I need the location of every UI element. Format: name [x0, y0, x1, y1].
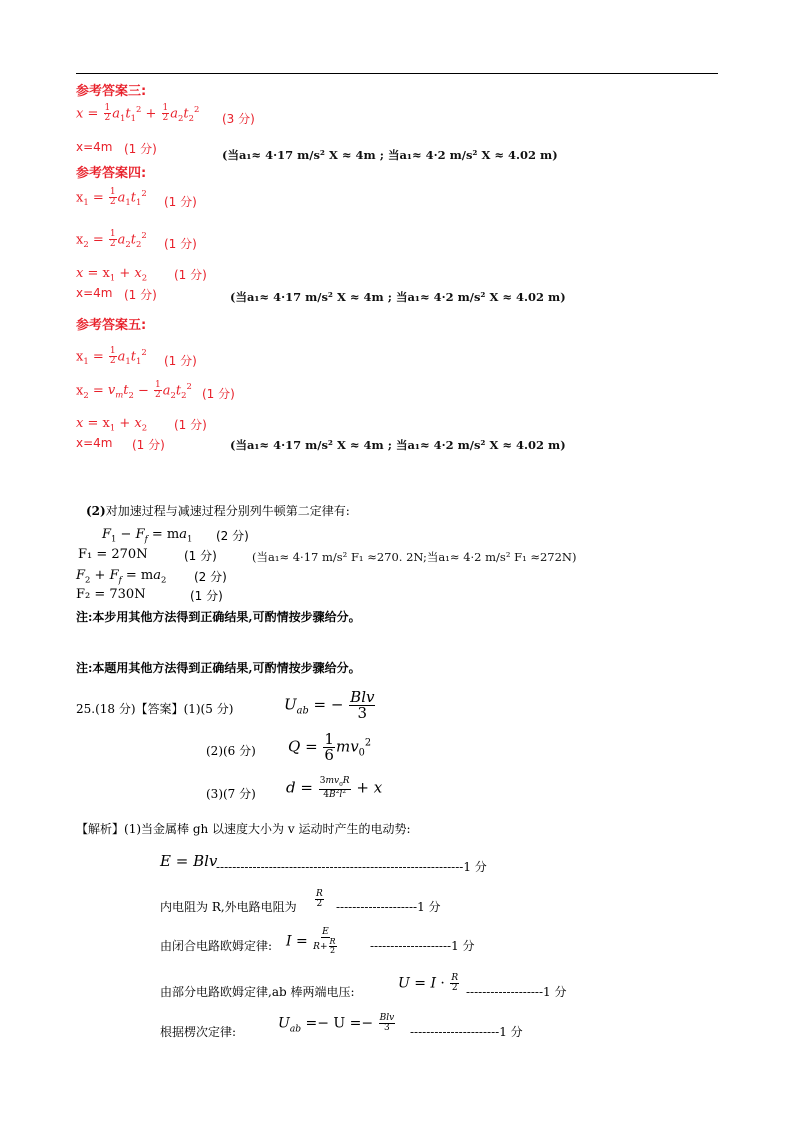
answer3-formula: x = $\frac{1}{2}$ $a_1t_1^2$ + $\frac{1}{2}$ $a_2t_2^2$ — [76, 103, 200, 124]
analysis-emf-formula: E = Blv — [160, 852, 218, 870]
answer4-x1-formula: $x_1$ = $\frac{1}{2}$ $a_1t_1^2$ — [76, 187, 147, 208]
answer5-x-points: (1 分) — [132, 438, 165, 452]
answer4-title: 参考答案四: — [76, 166, 147, 181]
part2-eq3-points: (2 分) — [194, 570, 227, 584]
part2-eq2-points: (1 分) — [184, 549, 217, 563]
part2-eq1: $F_1 - F_f = ma_1$ — [102, 527, 193, 544]
answer3-points: (3 分) — [222, 112, 255, 126]
q25-answer-tag: 【答案】 — [135, 702, 184, 716]
answer5-sum-points: (1 分) — [174, 418, 207, 432]
analysis-line4-text: 由部分电路欧姆定律,ab 棒两端电压: — [160, 985, 355, 999]
analysis-tag: 【解析】 — [76, 822, 125, 836]
part2-eq4-points: (1 分) — [190, 589, 223, 603]
analysis-line5-formula: $U_{ab} =- U$ =− $\frac{\text{Blv}}{3}$ — [278, 1013, 395, 1035]
answer3-title: 参考答案三: — [76, 84, 147, 99]
q25-part3-formula: d = $\frac{3mv_0R}{4B^2l^2}$ + x — [286, 776, 383, 800]
analysis-line4-formula: U = I · $\frac{R}{2}$ — [398, 973, 459, 993]
answer5-sum-formula: $x = x_1 + x_2$ — [76, 416, 148, 433]
part2-number: (2) — [86, 504, 106, 518]
q25-header — [76, 700, 233, 717]
answer5-x1-formula: $x_1$ = $\frac{1}{2}$ $a_1t_1^2$ — [76, 346, 147, 367]
analysis-intro-text: (1)当金属棒 gh 以速度大小为 v 运动时产生的电动势: — [124, 822, 411, 836]
part2-intro-text: 对加速过程与减速过程分别列牛顿第二定律有: — [105, 504, 350, 518]
answer5-x1-points: (1 分) — [164, 354, 197, 368]
answer3-x-points: (1 分) — [124, 142, 157, 156]
part2-note2: 注:本题用其他方法得到正确结果,可酌情按步骤给分。 — [76, 661, 361, 675]
answer5-x-value: x=4m — [76, 436, 113, 450]
answer4-x2-formula: $x_2$ = $\frac{1}{2}$ $a_2t_2^2$ — [76, 229, 147, 250]
q25-part3-label: (3)(7 分) — [206, 787, 256, 801]
answer4-note: (当a₁≈ 4·17 m/s² X ≈ 4m ; 当a₁≈ 4·2 m/s² X ≈ 4.02 m) — [230, 290, 566, 304]
analysis-line2-score: --------------------1 分 — [336, 900, 441, 914]
answer4-x1-points: (1 分) — [164, 195, 197, 209]
answer4-x-value: x=4m — [76, 286, 113, 300]
answer5-note: (当a₁≈ 4·17 m/s² X ≈ 4m ; 当a₁≈ 4·2 m/s² X ≈ 4.02 m) — [230, 438, 566, 452]
answer4-x2-points: (1 分) — [164, 237, 197, 251]
part2-eq2: F₁ = 270N — [78, 547, 148, 562]
q25-part1-label: (1)(5 分) — [183, 702, 234, 716]
header-rule — [76, 73, 718, 74]
part2-eq2-note: (当a₁≈ 4·17 m/s² F₁ ≈270. 2N;当a₁≈ 4·2 m/s² F₁ ≈272N) — [252, 550, 577, 564]
q25-part2-label: (2)(6 分) — [206, 744, 256, 758]
analysis-line3-score: --------------------1 分 — [370, 939, 475, 953]
answer5-x2-points: (1 分) — [202, 387, 235, 401]
q25-part2-formula: Q = $\frac{1}{6}$ $mv_0^2$ — [288, 730, 372, 764]
answer5-title: 参考答案五: — [76, 318, 147, 333]
analysis-line3-text: 由闭合电路欧姆定律: — [160, 939, 273, 953]
part2-note1: 注:本步用其他方法得到正确结果,可酌情按步骤给分。 — [76, 610, 361, 624]
analysis-intro — [76, 820, 411, 837]
answer4-sum-points: (1 分) — [174, 268, 207, 282]
q25-number: 25.(18 分) — [76, 702, 136, 716]
answer3-note: (当a₁≈ 4·17 m/s² X ≈ 4m ; 当a₁≈ 4·2 m/s² X ≈ 4.02 m) — [222, 148, 558, 162]
analysis-line3-formula: I = E R+ $\frac{R}{2}$ — [286, 927, 336, 955]
answer4-x-points: (1 分) — [124, 288, 157, 302]
analysis-line5-score: ----------------------1 分 — [410, 1025, 523, 1039]
analysis-line1-score: -------------------------------------------------------------1 分 — [216, 860, 487, 874]
part2-intro — [86, 502, 350, 519]
part2-eq1-points: (2 分) — [216, 529, 249, 543]
analysis-line2-text: 内电阻为 R,外电路电阻为 — [160, 900, 297, 914]
answer4-sum-formula: $x = x_1 + x_2$ — [76, 266, 148, 283]
analysis-line5-text: 根据楞次定律: — [160, 1025, 237, 1039]
part2-eq3: $F_2 + F_f = ma_2$ — [76, 568, 167, 585]
answer5-x2-formula: $x_2 = v_mt_2$ − $\frac{1}{2}$ $a_2t_2^2$ — [76, 380, 192, 401]
analysis-line4-score: -------------------1 分 — [466, 985, 567, 999]
q25-part1-formula: $U_{ab}$ = − $\frac{\text{Blv}}{3}$ — [284, 688, 375, 722]
analysis-line2-fraction: $\frac{R}{2}$ — [316, 889, 323, 909]
answer3-x-value: x=4m — [76, 140, 113, 154]
part2-eq4: F₂ = 730N — [76, 587, 146, 602]
